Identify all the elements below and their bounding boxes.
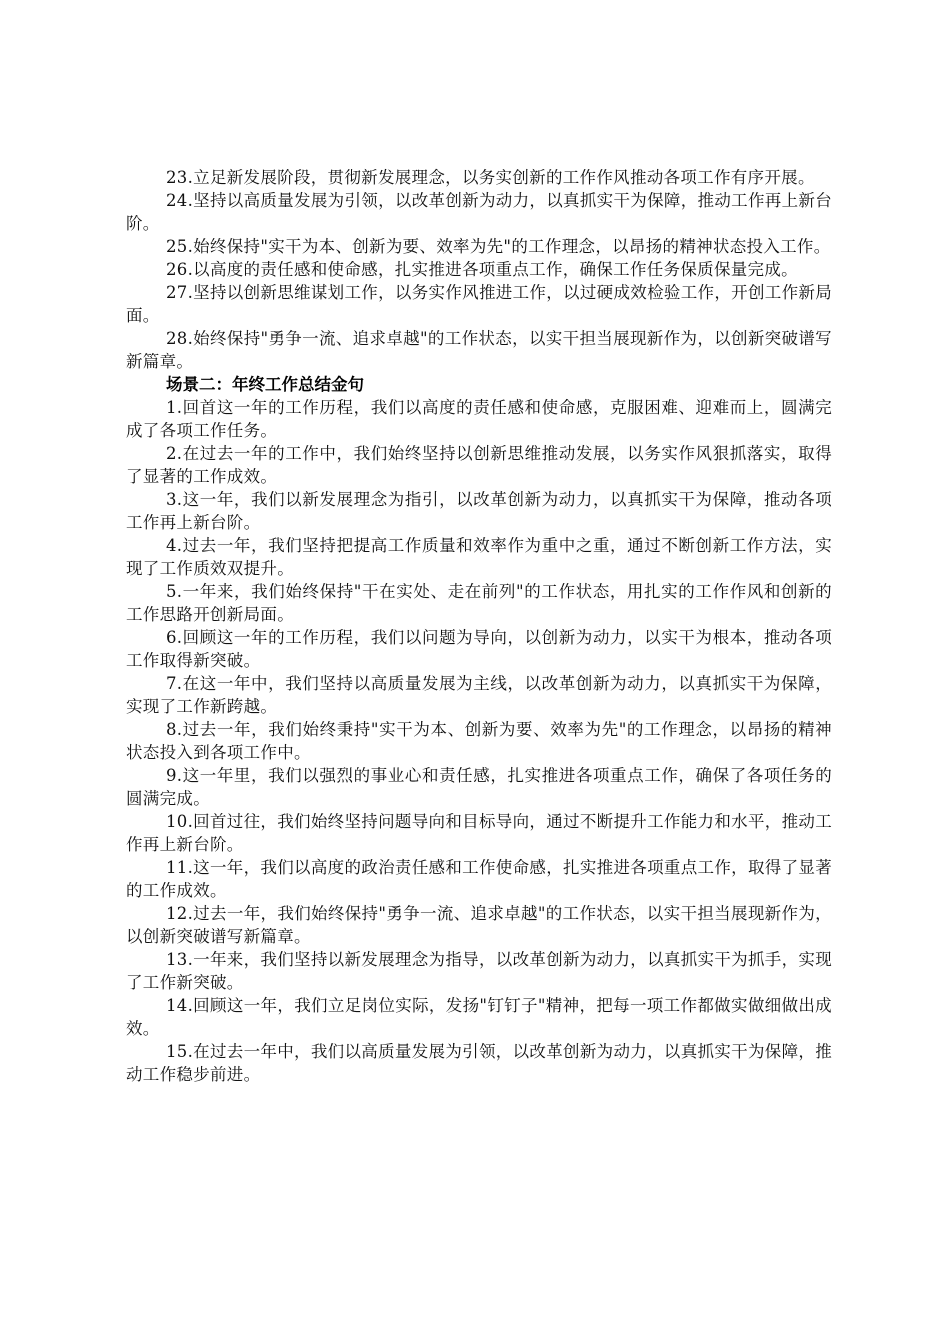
- summary-paragraph-6: 6.回顾这一年的工作历程，我们以问题为导向，以创新为动力，以实干为根本，推动各项工作取得新突破。: [126, 628, 832, 670]
- summary-paragraph-2: 2.在过去一年的工作中，我们始终坚持以创新思维推动发展，以务实作风狠抓落实，取得了显著的工作成效。: [126, 444, 832, 486]
- summary-paragraph-8: 8.过去一年，我们始终秉持"实干为本、创新为要、效率为先"的工作理念，以昂扬的精神状态投入到各项工作中。: [126, 720, 832, 762]
- paragraph-25: 25.始终保持"实干为本、创新为要、效率为先"的工作理念，以昂扬的精神状态投入工作。: [166, 237, 831, 256]
- summary-paragraph-11: 11.这一年，我们以高度的政治责任感和工作使命感，扎实推进各项重点工作，取得了显著的工作成效。: [126, 858, 832, 900]
- summary-paragraph-3: 3.这一年，我们以新发展理念为指引，以改革创新为动力，以真抓实干为保障，推动各项工作再上新台阶。: [126, 490, 832, 532]
- summary-paragraph-14: 14.回顾这一年，我们立足岗位实际，发扬"钉钉子"精神，把每一项工作都做实做细做出成效。: [126, 996, 832, 1038]
- summary-paragraph-13: 13.一年来，我们坚持以新发展理念为指导，以改革创新为动力，以真抓实干为抓手，实现了工作新突破。: [126, 950, 832, 992]
- paragraph-27: 27.坚持以创新思维谋划工作，以务实作风推进工作，以过硬成效检验工作，开创工作新局面。: [126, 283, 832, 325]
- paragraph-24: 24.坚持以高质量发展为引领，以改革创新为动力，以真抓实干为保障，推动工作再上新台阶。: [126, 191, 832, 233]
- summary-paragraph-15: 15.在过去一年中，我们以高质量发展为引领，以改革创新为动力，以真抓实干为保障，推动工作稳步前进。: [126, 1042, 832, 1084]
- summary-paragraph-5: 5.一年来，我们始终保持"干在实处、走在前列"的工作状态，用扎实的工作作风和创新的工作思路开创新局面。: [126, 582, 832, 624]
- paragraph-23: 23.立足新发展阶段，贯彻新发展理念，以务实创新的工作作风推动各项工作有序开展。: [166, 168, 815, 187]
- section-heading: 场景二：年终工作总结金句: [166, 375, 364, 394]
- summary-paragraph-9: 9.这一年里，我们以强烈的事业心和责任感，扎实推进各项重点工作，确保了各项任务的圆满完成。: [126, 766, 832, 808]
- document-page: [126, 166, 832, 1086]
- summary-paragraph-1: 1.回首这一年的工作历程，我们以高度的责任感和使命感，克服困难、迎难而上，圆满完成了各项工作任务。: [126, 398, 832, 440]
- summary-paragraph-4: 4.过去一年，我们坚持把提高工作质量和效率作为重中之重，通过不断创新工作方法，实现了工作质效双提升。: [126, 536, 832, 578]
- summary-paragraph-10: 10.回首过往，我们始终坚持问题导向和目标导向，通过不断提升工作能力和水平，推动工作再上新台阶。: [126, 812, 832, 854]
- paragraph-26: 26.以高度的责任感和使命感，扎实推进各项重点工作，确保工作任务保质保量完成。: [166, 260, 798, 279]
- paragraph-28: 28.始终保持"勇争一流、追求卓越"的工作状态，以实干担当展现新作为，以创新突破谱写新篇章。: [126, 329, 832, 371]
- summary-paragraph-7: 7.在这一年中，我们坚持以高质量发展为主线，以改革创新为动力，以真抓实干为保障，实现了工作新跨越。: [126, 674, 832, 716]
- summary-paragraph-12: 12.过去一年，我们始终保持"勇争一流、追求卓越"的工作状态，以实干担当展现新作为，以创新突破谱写新篇章。: [126, 904, 832, 946]
